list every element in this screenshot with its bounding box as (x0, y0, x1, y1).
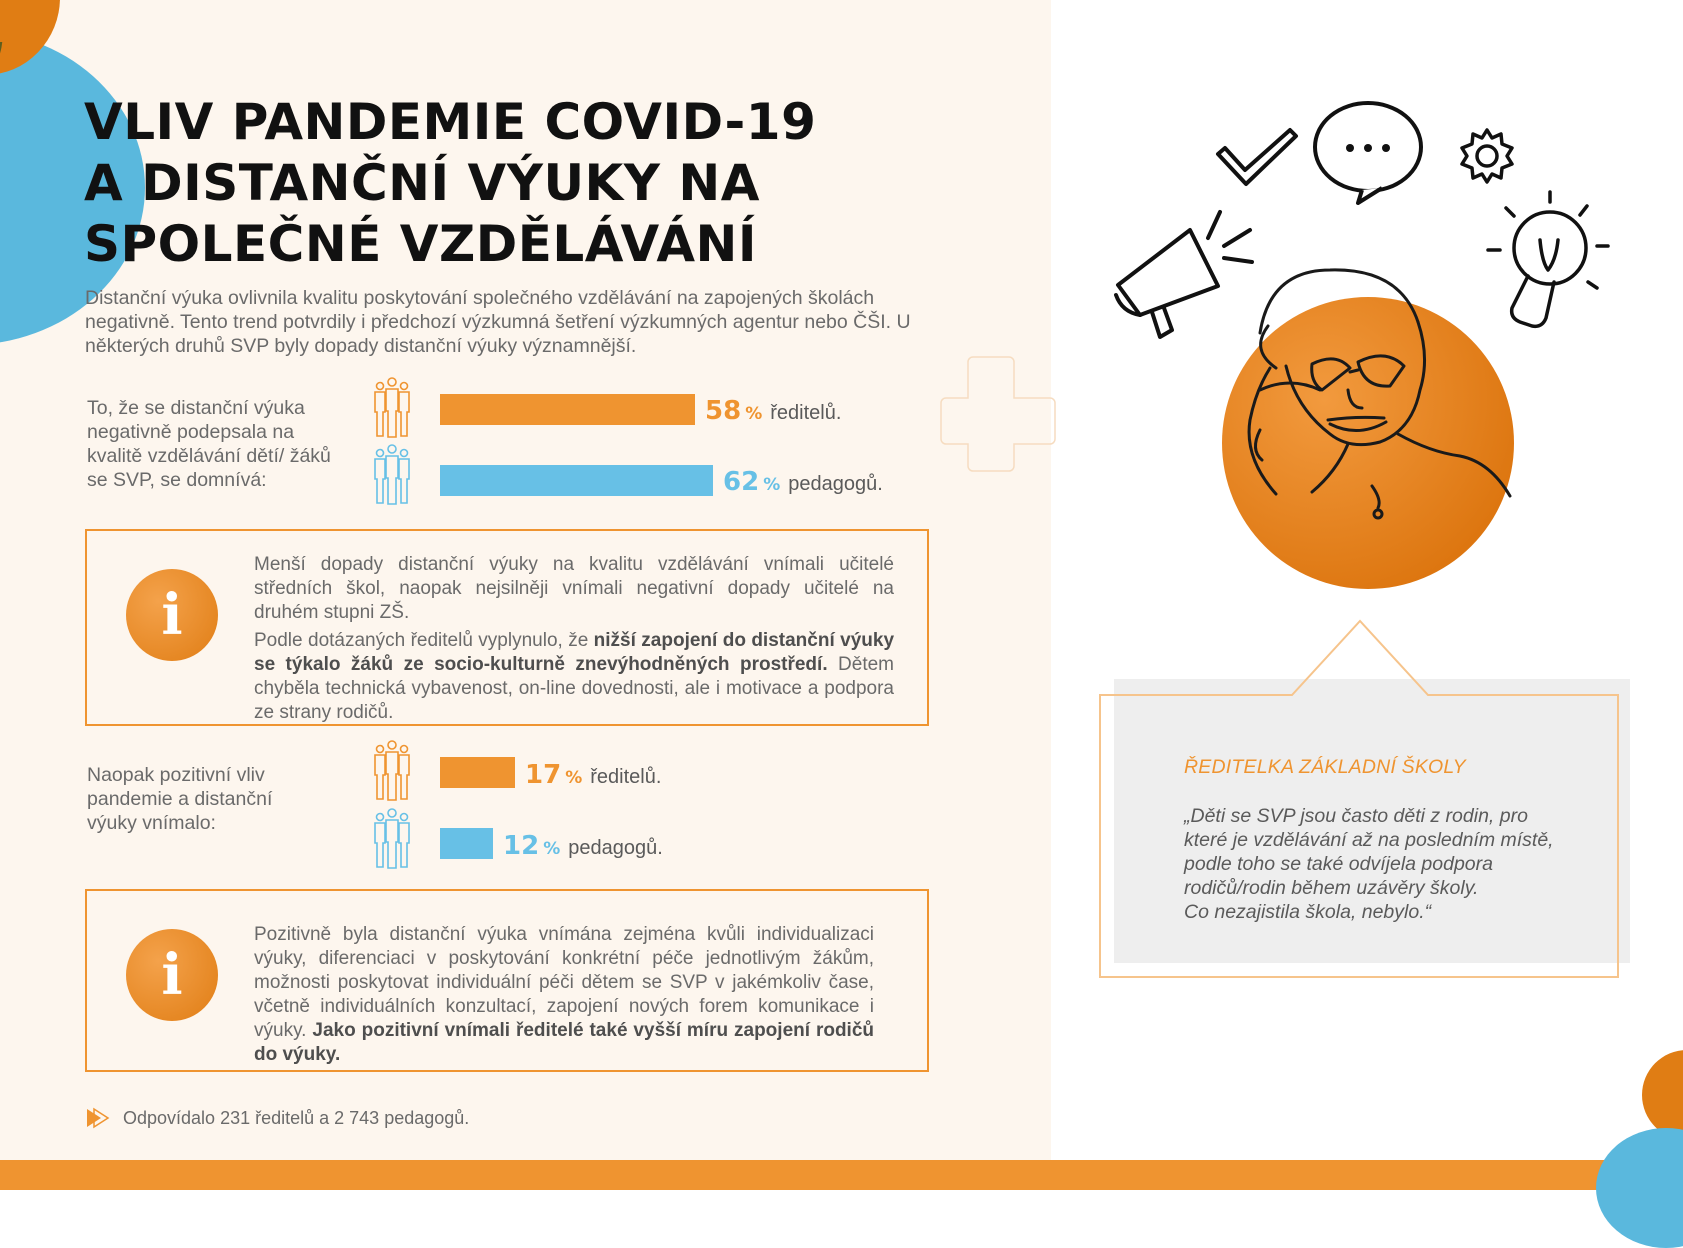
stat-value: 58 (705, 396, 742, 426)
speech-bubble-icon (1315, 103, 1421, 203)
title-line-1: VLIV PANDEMIE COVID-19 (84, 93, 817, 151)
info-box-2-text-start: Pozitivně byla distanční výuka vnímána zejména kvůli individualizaci výuky, diferenciaci v poskytování konkrétní péče jednotlivým žákům, možnosti poskytovat individuální péči dětem se SVP v jakémkoliv čase, včetně individuálních konzultací, zapojení nových forem komunikace i výuky. (254, 924, 874, 1041)
bottom-bar (0, 1160, 1683, 1190)
stat-group: pedagogů. (788, 473, 883, 495)
info-box-1-p2 (254, 629, 894, 725)
people-icon (369, 740, 415, 802)
percent-sign: % (543, 839, 561, 859)
footnote-text: Odpovídalo 231 ředitelů a 2 743 pedagogů. (123, 1107, 470, 1128)
stat-positive-directors (525, 760, 661, 790)
info-box-1-text (254, 553, 894, 729)
info-icon: i (126, 929, 218, 1021)
info-box-2 (85, 889, 929, 1072)
quote-heading: ŘEDITELKA ZÁKLADNÍ ŠKOLY (1184, 756, 1466, 778)
stat-negative-teachers (723, 467, 883, 497)
page-title (84, 92, 816, 275)
info-box-2-text (254, 923, 874, 1071)
percent-sign: % (763, 475, 781, 495)
percent-sign: % (745, 404, 763, 424)
quote-outline (1098, 615, 1623, 980)
illustration (1100, 90, 1620, 590)
info-box-1-p1: Menší dopady distanční výuky na kvalitu vzdělávání vnímali učitelé středních škol, naopak nejsilněji vnímali negativní dopady učitelé na druhém stupni ZŠ. (254, 554, 894, 623)
info-box-1-p2-end: Dětem chyběla technická vybavenost, on-line dovednosti, ale i motivace a podpora ze strany rodičů. (254, 654, 894, 723)
stat-group: pedagogů. (568, 837, 663, 859)
stat-negative-directors (705, 396, 841, 426)
stat-value: 17 (525, 760, 562, 790)
play-arrow-icon (85, 1107, 111, 1129)
footnote (85, 1107, 469, 1129)
intro-paragraph: Distanční výuka ovlivnila kvalitu poskytování společného vzdělávání na zapojených školách negativně. Tento trend potvrdily i předchozí výzkumná šetření výzkumných agentur nebo ČŠI. U některých druhů SVP byly dopady distanční výuky významnější. (85, 287, 911, 357)
bar-negative-directors (440, 394, 695, 425)
stat-positive-teachers (503, 831, 663, 861)
people-icon (369, 444, 415, 506)
checkmark-icon (1218, 130, 1296, 184)
people-icon (369, 377, 415, 439)
title-line-3: SPOLEČNÉ VZDĚLÁVÁNÍ (84, 215, 758, 273)
megaphone-icon (1116, 212, 1252, 337)
deco-circle-blue-bottom (1596, 1128, 1683, 1248)
gear-icon (1462, 130, 1512, 182)
info-icon: i (126, 569, 218, 661)
bar-positive-directors (440, 757, 515, 788)
info-box-1-p2-bold: nižší zapojení do distanční výuky se týkalo žáků ze socio-kulturně znevýhodněných prostředí. (254, 630, 895, 675)
people-icon (369, 808, 415, 870)
deco-circle-orange-bottom (1642, 1050, 1683, 1140)
faint-cross-icon (935, 352, 1061, 478)
bar-positive-teachers (440, 828, 493, 859)
bar-negative-teachers (440, 465, 713, 496)
stat-group: ředitelů. (590, 766, 662, 788)
info-box-2-text-bold: Jako pozitivní vnímali ředitelé také vyšší míru zapojení rodičů do výuky. (254, 1020, 874, 1065)
info-box-2-paragraph (254, 923, 874, 1067)
stat-value: 62 (723, 467, 760, 497)
info-box-1 (85, 529, 929, 726)
negative-question-label: To, že se distanční výuka negativně podepsala na kvalitě vzdělávání dětí/ žáků se SVP, se domnívá: (87, 397, 331, 491)
percent-sign: % (565, 768, 583, 788)
positive-question-label: Naopak pozitivní vliv pandemie a distanční výuky vnímalo: (87, 764, 273, 834)
stat-group: ředitelů. (770, 402, 842, 424)
stat-value: 12 (503, 831, 540, 861)
quote-text: „Děti se SVP jsou často děti z rodin, pro které je vzdělávání až na posledním místě, podle toho se také odvíjela podpora rodičů/rodin během uzávěry školy. Co nezajistila škola, nebylo.“ (1184, 805, 1554, 923)
lightbulb-icon (1488, 192, 1608, 326)
title-line-2: A DISTANČNÍ VÝUKY NA (84, 154, 760, 212)
info-box-1-p2-start: Podle dotázaných ředitelů vyplynulo, že (254, 630, 594, 651)
